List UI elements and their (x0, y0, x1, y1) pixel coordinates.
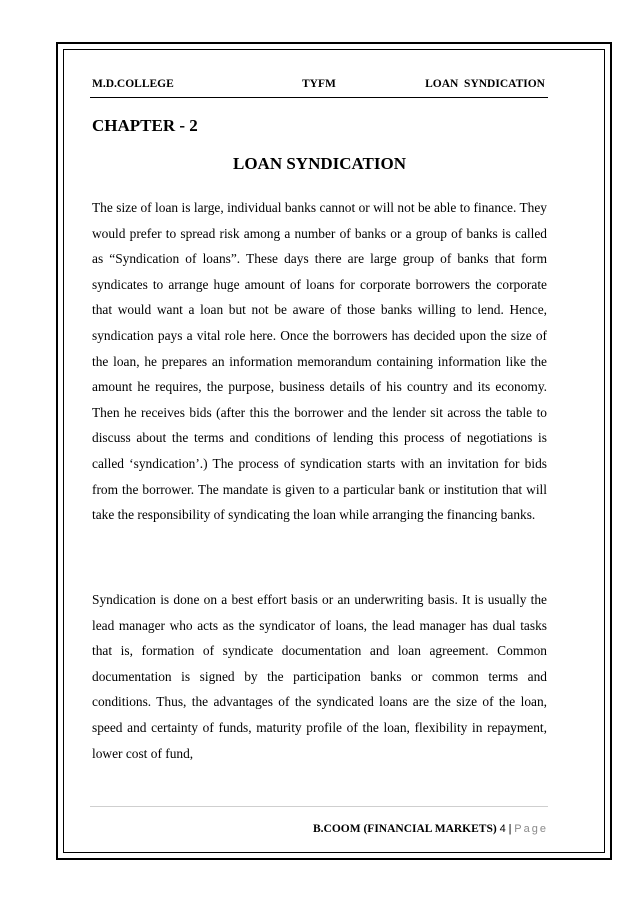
page-title: LOAN SYNDICATION (232, 154, 406, 173)
header-course: TYFM (302, 78, 336, 90)
footer-separator: | (508, 823, 512, 835)
footer-divider (90, 806, 548, 807)
header-topic: LOAN SYNDICATION (425, 78, 545, 90)
header-divider (90, 97, 548, 98)
page-header (92, 78, 547, 96)
footer-page-label: Page (514, 823, 548, 835)
header-college: M.D.COLLEGE (92, 78, 174, 90)
chapter-heading: CHAPTER - 2 (92, 116, 198, 135)
body-paragraph-1: The size of loan is large, individual banks cannot or will not be able to finance. They would prefer to spread risk among a number of banks or a group of banks is called as “Syndication of loans”. These days there are large group of banks that form syndicates to arrange huge amount of loans for corporate borrowers the corporate that would want a loan but not be aware of those banks willing to lend. Hence, syndication pays a vital role here. Once the borrowers has decided upon the size of the loan, he prepares an information memorandum containing information like the amount he requires, the purpose, business details of his country and its economy. Then he receives bids (after this the borrower and the lender sit across the table to discuss about the terms and conditions of lending this process of negotiations is called ‘syndication’.) The process of syndication starts with an invitation for bids from the borrower. The mandate is given to a particular bank or institution that will take the responsibility of syndicating the loan while arranging the financing banks. (92, 200, 547, 523)
footer-course: B.COOM (FINANCIAL MARKETS) (313, 823, 497, 835)
body-paragraph-2: Syndication is done on a best effort basis or an underwriting basis. It is usually the lead manager who acts as the syndicator of loans, the lead manager has dual tasks that is, formation of syndicate documentation and loan agreement. Common documentation is signed by the participation banks or common terms and conditions. Thus, the advantages of the syndicated loans are the size of the loan, speed and certainty of funds, maturity profile of the loan, flexibility in repayment, lower cost of fund, (92, 592, 547, 761)
footer-page-number: 4 (499, 823, 506, 835)
page-footer (313, 823, 548, 835)
